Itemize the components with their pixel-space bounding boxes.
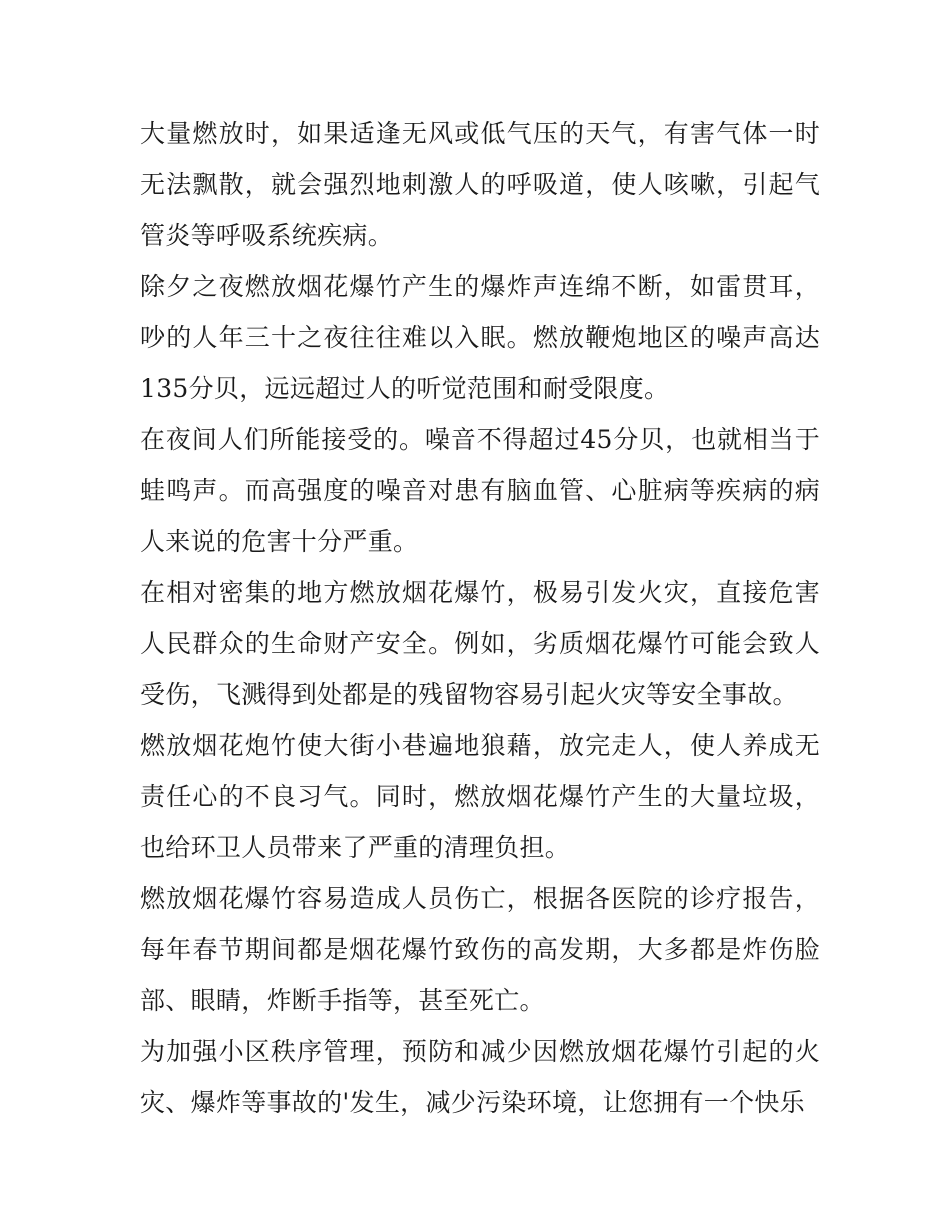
paragraph-1: 大量燃放时，如果适逢无风或低气压的天气，有害气体一时无法飘散，就会强烈地刺激人的呼吸道，使人咳嗽，引起气管炎等呼吸系统疾病。 <box>140 119 820 250</box>
paragraph-7: 为加强小区秩序管理，预防和减少因燃放烟花爆竹引起的火灾、爆炸等事故的'发生，减少污染环境，让您拥有一个快乐 <box>140 1037 820 1117</box>
paragraph-2: 除夕之夜燃放烟花爆竹产生的爆炸声连绵不断，如雷贯耳，吵的人年三十之夜往往难以入眠。燃放鞭炮地区的噪声高达135分贝，远远超过人的听觉范围和耐受限度。 <box>140 272 820 403</box>
paragraph-4: 在相对密集的地方燃放烟花爆竹，极易引发火灾，直接危害人民群众的生命财产安全。例如，劣质烟花爆竹可能会致人受伤，飞溅得到处都是的残留物容易引起火灾等安全事故。 <box>140 578 820 709</box>
paragraph-3: 在夜间人们所能接受的。噪音不得超过45分贝，也就相当于蛙鸣声。而高强度的噪音对患有脑血管、心脏病等疾病的病人来说的危害十分严重。 <box>140 425 820 556</box>
paragraph-5: 燃放烟花炮竹使大街小巷遍地狼藉，放完走人，使人养成无责任心的不良习气。同时，燃放烟花爆竹产生的大量垃圾，也给环卫人员带来了严重的清理负担。 <box>140 731 820 862</box>
document-body <box>140 108 820 1128</box>
paragraph-6: 燃放烟花爆竹容易造成人员伤亡，根据各医院的诊疗报告，每年春节期间都是烟花爆竹致伤的高发期，大多都是炸伤脸部、眼睛，炸断手指等，甚至死亡。 <box>140 884 820 1015</box>
